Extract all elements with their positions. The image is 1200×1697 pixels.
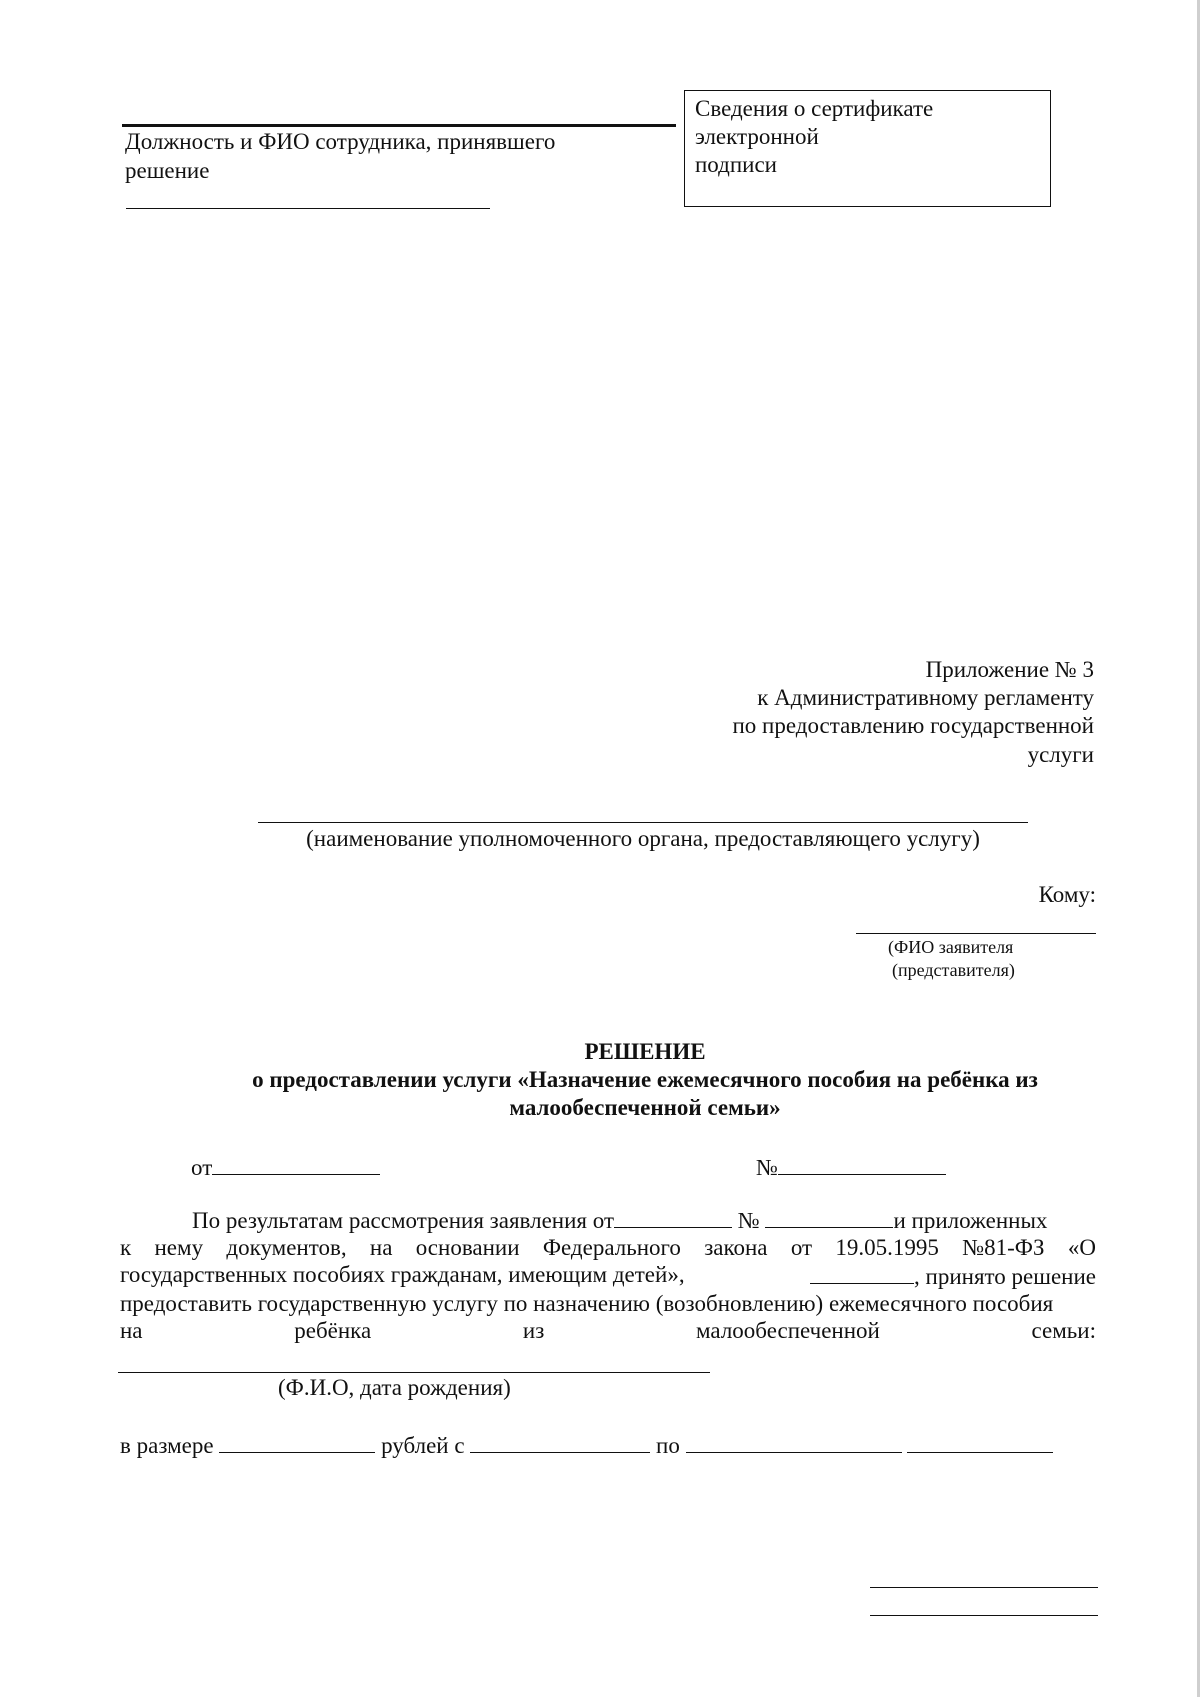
signature-line-top <box>122 124 676 127</box>
amount-row <box>120 1430 1053 1460</box>
start-date-field[interactable] <box>470 1430 650 1453</box>
application-number-field[interactable] <box>765 1205 893 1228</box>
body-line4-text: предоставить государственную услугу по назначению (возобновлению) ежемесячного пособия <box>120 1291 1054 1316</box>
position-fill-line <box>126 208 490 209</box>
amount-label: в размере <box>120 1433 214 1458</box>
amount-field[interactable] <box>219 1430 375 1453</box>
decision-number-field[interactable] <box>778 1152 946 1175</box>
application-date-field[interactable] <box>614 1205 732 1228</box>
body-line1 <box>120 1205 1096 1234</box>
decision-subtitle-line1: о предоставлении услуги «Назначение ежемесячного пособия на ребёнка из <box>252 1067 1038 1092</box>
body-line1-text: По результатам рассмотрения заявления от <box>192 1208 614 1233</box>
law-date-field[interactable] <box>810 1261 914 1284</box>
word: малообеспеченной <box>696 1318 880 1343</box>
word: Федерального <box>542 1235 681 1260</box>
body-line3-text: государственных пособиях гражданам, имеющим детей», <box>120 1262 685 1287</box>
signature-line-1 <box>870 1587 1098 1588</box>
child-caption: (Ф.И.О, дата рождения) <box>278 1375 511 1400</box>
word: 19.05.1995 <box>835 1235 939 1260</box>
application-number-label: № <box>737 1208 760 1233</box>
body-line4 <box>120 1290 1096 1317</box>
signature-line-2 <box>870 1615 1098 1616</box>
certificate-box <box>684 90 1051 207</box>
from-label: от <box>191 1155 213 1180</box>
rubles-from-label: рублей с <box>381 1433 465 1458</box>
end-date-field-2[interactable] <box>907 1430 1053 1453</box>
appendix-line2: к Административному регламенту <box>757 685 1094 710</box>
word: к <box>120 1235 132 1260</box>
body-line1-end: и приложенных <box>893 1208 1048 1233</box>
position-label-line1: Должность и ФИО сотрудника, принявшего <box>125 129 556 154</box>
certificate-line3: подписи <box>695 152 777 177</box>
appendix-line4: услуги <box>1027 742 1094 767</box>
end-date-field-1[interactable] <box>686 1430 902 1453</box>
body-line5 <box>120 1317 1096 1344</box>
word: из <box>522 1318 545 1343</box>
appendix-line3: по предоставлению государственной <box>732 713 1094 738</box>
word: от <box>790 1235 813 1260</box>
applicant-caption-line1: (ФИО заявителя <box>888 937 1014 957</box>
body-line3 <box>120 1261 1096 1290</box>
word: нему <box>154 1235 204 1260</box>
decision-date-row <box>191 1152 380 1182</box>
body-paragraph <box>120 1205 1096 1344</box>
certificate-line1: Сведения о сертификате <box>695 96 934 121</box>
decision-title: РЕШЕНИЕ <box>584 1039 706 1064</box>
word: на <box>369 1235 393 1260</box>
applicant-fill-line <box>856 933 1096 934</box>
to-label: Кому: <box>1038 882 1096 907</box>
body-line2 <box>120 1234 1096 1261</box>
applicant-caption-line2: (представителя) <box>892 960 1015 980</box>
end-label: по <box>656 1433 680 1458</box>
child-name-field[interactable] <box>118 1372 710 1373</box>
authority-caption: (наименование уполномоченного органа, предоставляющего услугу) <box>306 826 980 851</box>
word: на <box>120 1318 143 1343</box>
word: документов, <box>226 1235 347 1260</box>
authority-fill-line <box>258 822 1028 823</box>
decision-date-field[interactable] <box>212 1152 380 1175</box>
body-line3-end: , принято решение <box>914 1264 1096 1289</box>
appendix-line1: Приложение № 3 <box>925 657 1094 682</box>
position-label-line2: решение <box>125 158 210 183</box>
number-label: № <box>756 1155 778 1180</box>
certificate-line2: электронной <box>695 124 819 149</box>
word: семьи: <box>1031 1318 1096 1343</box>
decision-number-row <box>756 1152 946 1182</box>
word: закона <box>704 1235 768 1260</box>
word: №81-ФЗ <box>962 1235 1045 1260</box>
word: основании <box>415 1235 520 1260</box>
word: ребёнка <box>294 1318 372 1343</box>
decision-subtitle-line2: малообеспеченной семьи» <box>509 1095 781 1120</box>
word: «О <box>1067 1235 1096 1260</box>
